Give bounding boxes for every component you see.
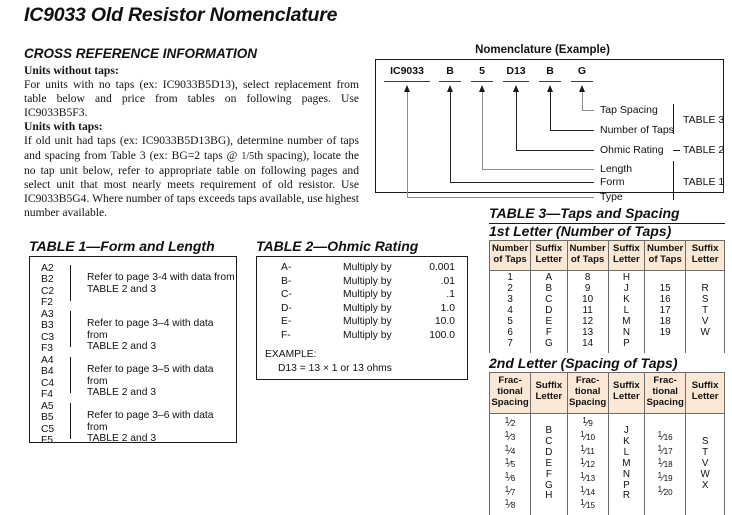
header-suffix-letter-3: Suffix Letter	[686, 373, 725, 414]
table1-title: TABLE 1—Form and Length	[29, 238, 215, 254]
tap-count-value: 12	[582, 315, 594, 327]
cell-suffix-col2	[608, 414, 644, 515]
table2-row	[257, 276, 467, 290]
table1-code: A4	[41, 355, 54, 366]
nomen-code-length: 5	[479, 65, 485, 77]
suffix-letter-value: N	[622, 468, 630, 480]
nomen-arrow-ohmic-icon	[513, 85, 519, 92]
cell-suffix-col1	[531, 414, 567, 515]
suffix-letter-value: H	[622, 272, 630, 284]
tap-count-value: 5	[507, 315, 513, 327]
table2-row	[257, 316, 467, 330]
page-title: IC9033 Old Resistor Nomenclature	[24, 4, 338, 26]
cross-reference-body	[24, 64, 359, 220]
table-header-row	[490, 241, 725, 271]
fractional-spacing-value: $^1$⁄8	[504, 498, 516, 512]
table2-operation: Multiply by	[343, 329, 392, 341]
cell-spacing-col2	[567, 414, 608, 515]
table1-group-text	[87, 410, 236, 445]
tap-count-value: 10	[582, 294, 594, 306]
suffix-letter-value: A	[545, 272, 553, 284]
table2-letter: D-	[281, 302, 292, 314]
fractional-spacing-value: $^1$⁄2	[504, 416, 516, 430]
units-with-taps-text-b: th spacing), locate the no tap unit below, refer to appropriate table on following pages and select unit that most nearly meets requirement of old resistor. Use IC9033B5G4. Where number of taps exceeds taps available, use highest number available.	[24, 148, 360, 219]
table3-first-letter-title: 1st Letter (Number of Taps)	[489, 223, 672, 239]
units-with-taps-label: Units with taps:	[24, 120, 103, 134]
table1-code: A2	[41, 263, 54, 274]
suffix-letter-value: N	[622, 326, 630, 338]
nomen-label-type: Type	[600, 191, 623, 203]
table2-row	[257, 303, 467, 317]
nomen-lead-ohmic	[516, 150, 594, 151]
tap-count-value: 6	[507, 326, 513, 338]
nomen-label-length: Length	[600, 163, 633, 175]
table2-row	[257, 289, 467, 303]
nomen-code-type: IC9033	[390, 65, 424, 77]
header-suffix-letter-2: Suffix Letter	[608, 373, 644, 414]
suffix-letter-value: V	[701, 315, 709, 327]
nomen-arrow-type-icon	[404, 85, 410, 92]
suffix-letter-value: R	[622, 490, 630, 502]
table2-value: 100.0	[429, 329, 455, 341]
table2-rows	[257, 262, 467, 344]
table2-example-label: EXAMPLE:	[265, 349, 317, 360]
table-row	[490, 414, 725, 515]
fractional-spacing-value: $^1$⁄17	[657, 443, 673, 457]
suffix-letter-value: S	[701, 294, 709, 306]
suffix-letter-value: M	[622, 457, 631, 469]
table2-row	[257, 262, 467, 276]
tap-count-value: 17	[659, 305, 671, 317]
table1-code: A5	[41, 401, 54, 412]
nomen-brace-table3	[673, 104, 674, 134]
suffix-letter-value: L	[623, 446, 630, 458]
nomen-arrow-tap-spacing-icon	[579, 85, 585, 92]
table1-text-line: TABLE 2 and 3	[87, 387, 157, 399]
tap-count-value: 9	[584, 283, 591, 295]
suffix-letter-value: G	[544, 479, 553, 491]
table2-row	[257, 330, 467, 344]
nomen-arrow-length-icon	[479, 85, 485, 92]
tap-count-value: 14	[582, 337, 594, 349]
cell-taps-col3	[645, 271, 686, 353]
table1-text-line: Refer to page 3-4 with data from	[87, 272, 235, 283]
tap-count-value: 15	[659, 283, 671, 295]
cell-suffix-col1	[531, 271, 567, 353]
suffix-letter-value: G	[544, 337, 553, 349]
table2-value: .1	[446, 289, 455, 301]
header-number-of-taps-1: Number of Taps	[490, 241, 531, 271]
nomen-code-number-taps: B	[546, 65, 554, 77]
table1-code: F4	[41, 389, 54, 401]
nomen-arrow-number-taps-icon	[547, 85, 553, 92]
table2-value: 0.001	[429, 262, 455, 273]
table3-second-letter-table	[489, 372, 725, 515]
table1-group-codes	[41, 355, 54, 401]
cell-suffix-col2	[608, 271, 644, 353]
table1-code: B4	[41, 366, 54, 378]
fraction-inline: 1/5	[241, 150, 255, 162]
nomen-label-number-taps: Number of Taps	[600, 124, 674, 136]
fractional-spacing-value: $^1$⁄9	[582, 416, 593, 430]
fractional-spacing-value: $^1$⁄5	[504, 457, 516, 471]
fractional-spacing-value: $^1$⁄18	[657, 457, 673, 471]
fractional-spacing-value: $^1$⁄13	[580, 471, 596, 484]
table2-operation: Multiply by	[343, 262, 392, 273]
units-without-taps-label: Units without taps:	[24, 64, 119, 77]
nomen-code-form: B	[446, 65, 454, 77]
header-fractional-spacing-2: Frac- tional Spacing	[567, 373, 608, 414]
table1-text-line: TABLE 2 and 3	[87, 283, 157, 295]
table1-code: C4	[41, 377, 55, 389]
fractional-spacing-value: $^1$⁄15	[580, 498, 596, 512]
header-suffix-letter-1: Suffix Letter	[531, 241, 567, 271]
nomen-stem-type	[407, 92, 408, 197]
suffix-letter-value: S	[701, 435, 709, 447]
units-with-taps-text-a: If old unit had taps (ex: IC9033B5D13BG), determine number of taps and spacing from Table 3 (ex: BG=2 taps @	[24, 134, 359, 162]
suffix-letter-value: D	[545, 446, 553, 458]
suffix-letter-value: W	[700, 326, 710, 338]
suffix-letter-value: J	[623, 283, 629, 295]
table1-text-line: TABLE 2 and 3	[87, 341, 157, 353]
fractional-spacing-value: $^1$⁄6	[504, 471, 516, 484]
table3-first-letter-table	[489, 240, 725, 353]
table1-code: F2	[41, 297, 54, 309]
table2-letter: B-	[281, 275, 292, 287]
table1-bracket	[70, 265, 71, 301]
nomen-lead-type	[407, 197, 594, 198]
fractional-spacing-value: $^1$⁄11	[580, 443, 595, 457]
suffix-letter-value: E	[545, 315, 553, 327]
tap-count-value: 4	[507, 305, 513, 317]
suffix-letter-value: E	[545, 457, 553, 469]
table2-letter: C-	[281, 289, 292, 301]
suffix-letter-value: W	[700, 468, 710, 480]
table2-letter: A-	[281, 262, 292, 273]
table1-group-codes	[41, 309, 54, 355]
nomen-stem-number-taps	[550, 92, 551, 130]
header-fractional-spacing-3: Frac- tional Spacing	[645, 373, 686, 414]
nomen-underline-3	[471, 81, 493, 82]
suffix-letter-value: K	[623, 435, 630, 447]
tap-count-value: 18	[659, 315, 671, 327]
table1-code: A3	[41, 309, 54, 320]
table1-bracket	[70, 403, 71, 439]
nomen-underline-6	[571, 81, 593, 82]
suffix-letter-value: B	[545, 283, 553, 295]
table1-text-line: Refer to page 3–5 with data from	[87, 364, 214, 387]
suffix-letter-value: V	[701, 457, 709, 469]
fractional-spacing-value: $^1$⁄3	[504, 429, 516, 443]
tap-count-value: 3	[507, 294, 513, 306]
tap-count-value: 13	[582, 326, 594, 338]
fractional-spacing-value: $^1$⁄7	[504, 484, 516, 498]
fractional-spacing-value: $^1$⁄14	[580, 484, 596, 498]
table1-bracket	[70, 311, 71, 347]
tap-count-value: 2	[507, 283, 513, 295]
table1-text-line: TABLE 2 and 3	[87, 433, 157, 445]
nomen-stem-form	[450, 92, 451, 182]
suffix-letter-value: B	[545, 425, 553, 436]
fractional-spacing-value: $^1$⁄10	[580, 429, 596, 443]
table2-operation: Multiply by	[343, 302, 392, 314]
table1-group-text	[87, 364, 236, 399]
header-suffix-letter-1: Suffix Letter	[531, 373, 567, 414]
table1-code: B5	[41, 412, 54, 424]
nomen-stem-tap-spacing	[582, 92, 583, 110]
table1-text-line: Refer to page 3–6 with data from	[87, 410, 214, 433]
table2-value: 10.0	[434, 316, 455, 328]
table2-operation: Multiply by	[343, 289, 392, 301]
fractional-spacing-value: $^1$⁄19	[657, 471, 673, 484]
table1-code: B3	[41, 320, 54, 332]
nomenclature-caption: Nomenclature (Example)	[475, 44, 610, 56]
suffix-letter-value: M	[622, 315, 631, 327]
nomen-underline-2	[439, 81, 461, 82]
suffix-letter-value: F	[545, 468, 552, 480]
table3-second-letter-title: 2nd Letter (Spacing of Taps)	[489, 355, 678, 371]
table2-letter: F-	[281, 329, 291, 341]
tap-count-value: 8	[584, 272, 591, 284]
suffix-letter-value: T	[702, 446, 709, 458]
suffix-letter-value: K	[623, 294, 630, 306]
nomen-label-ohmic-rating: Ohmic Rating	[600, 144, 664, 156]
table1-code: F5	[41, 435, 54, 447]
cell-suffix-col3	[686, 271, 725, 353]
table1-box	[29, 256, 237, 447]
header-number-of-taps-3: Number of Taps	[645, 241, 686, 271]
table1-code: C3	[41, 331, 55, 343]
table-row	[490, 271, 725, 353]
suffix-letter-value: C	[545, 294, 553, 306]
suffix-letter-value: C	[545, 435, 553, 447]
nomenclature-diagram	[375, 44, 725, 203]
header-fractional-spacing-1: Frac- tional Spacing	[490, 373, 531, 414]
nomen-lead-number-taps	[550, 130, 594, 131]
nomen-underline-1	[384, 81, 430, 82]
table1-group-codes	[41, 401, 54, 447]
nomen-stem-length	[482, 92, 483, 169]
suffix-letter-value: X	[701, 479, 709, 491]
cell-spacing-col3	[645, 414, 686, 515]
table1-bracket	[70, 357, 71, 393]
cell-suffix-col3	[686, 414, 725, 515]
cell-spacing-col1	[490, 414, 531, 515]
nomen-code-ohmic: D13	[506, 65, 526, 77]
table-header-row	[490, 373, 725, 414]
table2-value: 1.0	[440, 302, 455, 314]
table2-box	[256, 256, 468, 380]
tap-count-value: 1	[507, 272, 513, 284]
tap-count-value: 11	[582, 305, 593, 317]
table1-group-text	[87, 318, 236, 353]
tap-count-value: 16	[659, 294, 671, 306]
suffix-letter-value: P	[623, 479, 630, 491]
header-suffix-letter-2: Suffix Letter	[608, 241, 644, 271]
table1-code: C2	[41, 285, 55, 297]
nomen-arrow-form-icon	[447, 85, 453, 92]
suffix-letter-value: P	[623, 337, 630, 349]
fractional-spacing-value: $^1$⁄20	[657, 484, 673, 498]
nomen-brace-table1	[673, 161, 674, 200]
table2-operation: Multiply by	[343, 275, 392, 287]
units-without-taps-paragraph: For units with no taps (ex: IC9033B5D13), select replacement from table below and price from tables on following pages. Use IC9033B5F3.	[24, 78, 359, 120]
table2-title: TABLE 2—Ohmic Rating	[256, 238, 419, 254]
table1-code: B2	[41, 274, 54, 286]
nomen-label-tap-spacing: Tap Spacing	[600, 104, 658, 116]
table1-text-line: Refer to page 3–4 with data from	[87, 318, 214, 341]
nomen-dash-table2	[673, 150, 680, 151]
nomen-lead-form	[450, 182, 594, 183]
table2-operation: Multiply by	[343, 316, 392, 328]
suffix-letter-value: J	[623, 425, 629, 436]
table1-group-codes	[41, 263, 54, 309]
fractional-spacing-value: $^1$⁄12	[580, 457, 596, 471]
table2-value: .01	[440, 275, 455, 287]
nomen-label-form: Form	[600, 176, 625, 188]
suffix-letter-value: L	[623, 305, 630, 317]
tap-count-value: 19	[659, 326, 671, 338]
cross-reference-heading: CROSS REFERENCE INFORMATION	[24, 46, 258, 61]
units-with-taps-paragraph	[24, 134, 359, 220]
table2-example-text: D13 = 13 × 1 or 13 ohms	[278, 363, 392, 374]
table2-letter: E-	[281, 316, 292, 328]
header-number-of-taps-2: Number of Taps	[567, 241, 608, 271]
suffix-letter-value: D	[545, 305, 553, 317]
nomen-lead-length	[482, 169, 594, 170]
cell-taps-col1	[490, 271, 531, 353]
table1-code: F3	[41, 343, 54, 355]
table1-code: C5	[41, 423, 55, 435]
header-suffix-letter-3: Suffix Letter	[686, 241, 725, 271]
nomen-stem-ohmic	[516, 92, 517, 150]
nomen-lead-tap-spacing	[582, 110, 594, 111]
nomen-code-tap-spacing: G	[577, 65, 587, 77]
suffix-letter-value: F	[545, 326, 552, 338]
nomenclature-box	[375, 59, 725, 203]
nomen-ref-table2: TABLE 2	[683, 144, 725, 156]
suffix-letter-value: T	[702, 305, 709, 317]
nomen-underline-5	[539, 81, 561, 82]
table3-title: TABLE 3—Taps and Spacing	[489, 205, 680, 221]
cell-taps-col2	[567, 271, 608, 353]
nomen-underline-4	[503, 81, 529, 82]
fractional-spacing-value: $^1$⁄4	[504, 443, 516, 457]
nomen-ref-table3: TABLE 3	[683, 114, 725, 126]
nomen-ref-table1: TABLE 1	[683, 176, 725, 188]
fractional-spacing-value: $^1$⁄16	[657, 429, 673, 443]
table1-group-text	[87, 272, 235, 295]
tap-count-value: 7	[507, 337, 513, 349]
suffix-letter-value: R	[701, 283, 709, 295]
suffix-letter-value: H	[545, 490, 553, 502]
